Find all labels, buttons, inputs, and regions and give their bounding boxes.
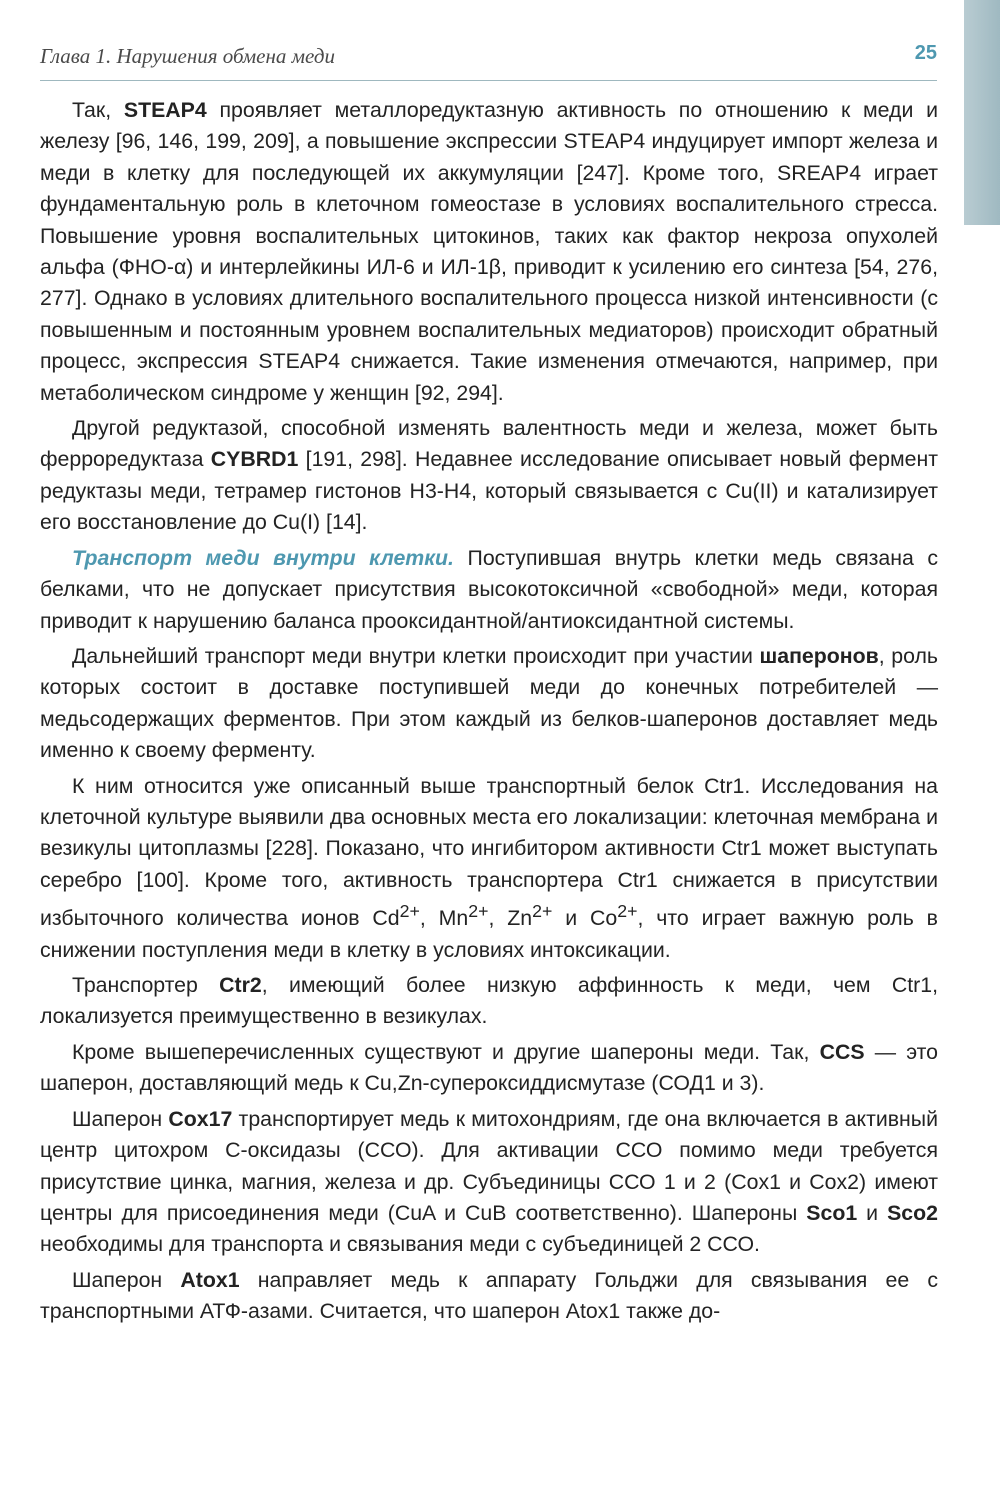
- page-number: 25: [914, 42, 937, 64]
- paragraph-ctr2: Транспортер Ctr2, имеющий более низкую аффинность к меди, чем Ctr1, локализуется преимущественно в везикулах.: [40, 973, 938, 1029]
- term-atox1: Atox1: [180, 1267, 240, 1292]
- term-ctr2: Ctr2: [219, 973, 262, 998]
- paragraph-cox17: Шаперон Cox17 транспортирует медь к митохондриям, где она включается в активный центр цитохром С-оксидазы (ССО). Для активации ССО помимо меди требуется присутствие цинка, магния, железа и др. Субъединицы ССО 1 и 2 (Cox1 и Cox2) имеют центры для присоединения меди (CuA и CuB соответственно). Шапероны Sco1 и Sco2 необходимы для транспорта и связывания меди с субъединицей 2 ССО.: [40, 1106, 939, 1257]
- term-ccs: CCS: [819, 1039, 865, 1064]
- paragraph-atox1: Шаперон Atox1 направляет медь к аппарату Гольджи для связывания ее с транспортными АТФ-азами. Считается, что шаперон Atox1 также до-: [40, 1267, 938, 1324]
- paragraph-ctr1: К ним относится уже описанный выше транспортный белок Ctr1. Исследования на клеточной культуре выявили два основных места его локализации: клеточная мембрана и везикулы цитоплазмы [228]. Показано, что ингибитором активности Ctr1 может выступать серебро [100]. Кроме того, активность транспортера Ctr1 снижается в присутствии избыточного количества ионов $Cd^{2+}$, $Mn^{2+}$, $Zn^{2+}$ и $Co^{2+}$, что играет важную роль в снижении поступления меди в клетку в условиях интоксикации.: [40, 773, 938, 962]
- term-cox17: Cox17: [168, 1106, 233, 1131]
- section-heading: Транспорт меди внутри клетки.: [72, 545, 454, 570]
- paragraph-chaperones: Дальнейший транспорт меди внутри клетки происходит при участии шаперонов, роль которых состоит в доставке поступившей меди до конечных потребителей — медьсодержащих ферментов. При этом каждый из белков-шаперонов доставляет медь именно к своему ферменту.: [40, 643, 939, 763]
- term-steap4: STEAP4: [123, 98, 207, 122]
- paragraph-steap4: Так, STEAP4 проявляет металлоредуктазную активность по отношению к меди и железу [96, 146, 199, 209], а повышение экспрессии STEAP4 индуцирует импорт железа и меди в клетку для последующей их аккумуляции [247]. Кроме того, SREAP4 играет фундаментальную роль в клеточном гомеостазе в условиях воспалительного стресса. Повышение уровня воспалительных цитокинов, таких как фактор некроза опухолей альфа (ФНО-α) и интерлейкины ИЛ-6 и ИЛ-1β, приводит к усилению его синтеза [54, 276, 277]. Однако в условиях длительного воспалительного процесса низкой интенсивности (с повышенным и постоянным уровнем воспалительных медиаторов) происходит обратный процесс, экспрессия STEAP4 снижается. Такие изменения отмечаются, например, при метаболическом синдроме у женщин [92, 294].: [40, 98, 938, 405]
- paragraph-cybrd1: Другой редуктазой, способной изменять валентность меди и железа, может быть ферроредуктаза CYBRD1 [191, 298]. Недавнее исследование описывает новый фермент редуктазы меди, тетрамер гистонов H3-H4, который связывается с Cu(II) и катализирует его восстановление до Cu(I) [14].: [40, 416, 938, 535]
- paragraph-ccs: Кроме вышеперечисленных существуют и другие шапероны меди. Так, CCS — это шаперон, доставляющий медь к Cu,Zn-супероксиддисмутазе (СОД1 и 3).: [40, 1039, 938, 1096]
- page-body: [40, 95, 938, 1332]
- chapter-title: Глава 1. Нарушения обмена меди: [40, 44, 335, 68]
- paragraph-transport: Транспорт меди внутри клетки. Поступившая внутрь клетки медь связана с белками, что не допускает присутствия высокотоксичной «свободной» меди, которая приводит к нарушению баланса прооксидантной/антиоксидантной системы.: [40, 545, 938, 633]
- term-cybrd1: CYBRD1: [210, 447, 299, 472]
- chapter-edge-tab: [964, 0, 1000, 225]
- term-chaperones: шаперонов: [759, 643, 879, 668]
- term-sco2: Sco2: [887, 1200, 938, 1225]
- term-sco1: Sco1: [806, 1200, 858, 1225]
- page-header: [40, 40, 937, 81]
